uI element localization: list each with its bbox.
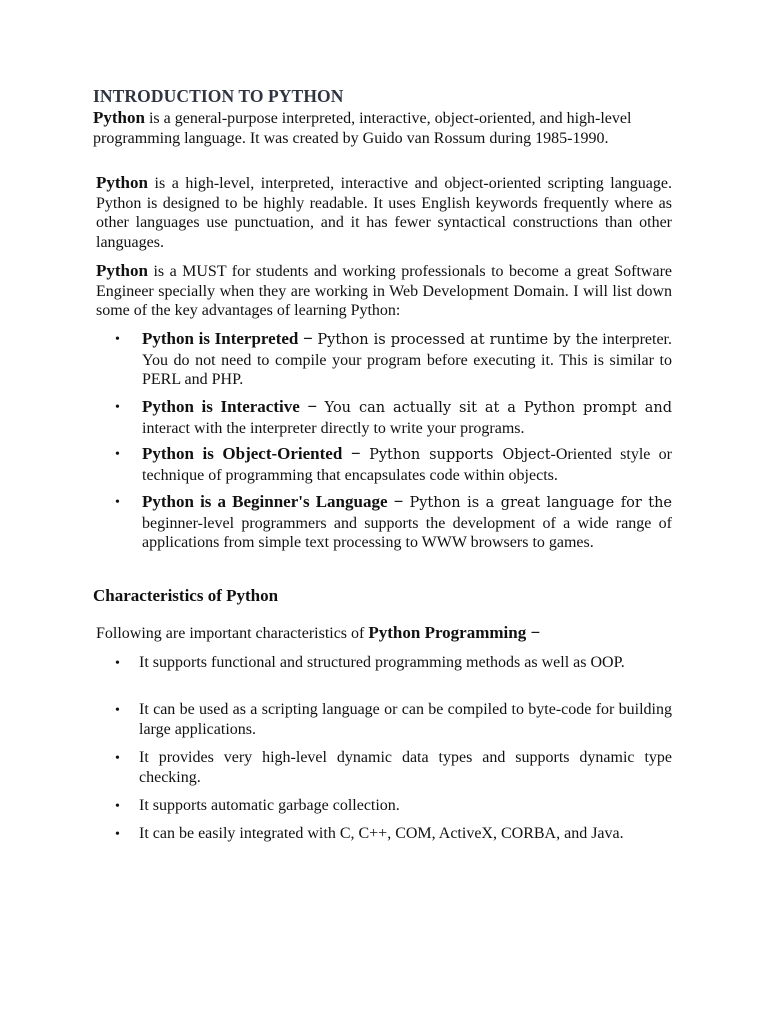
intro-paragraph xyxy=(93,108,678,148)
advantage-text xyxy=(142,444,672,485)
advantage-body: -Oriented style or technique of programming that encapsulates code within objects. xyxy=(142,446,672,484)
characteristic-text: It provides very high-level dynamic data types and supports dynamic type checking. xyxy=(139,749,672,786)
advantage-emphasis: Python is a great language for the xyxy=(409,495,672,511)
intro-lead-word: Python xyxy=(93,108,145,127)
bullet-icon: • xyxy=(115,703,120,718)
description-paragraph xyxy=(96,173,672,252)
advantages-intro-text: is a MUST for students and working professionals to become a great Software Engineer specially when they are working in Web Development Domain. I will list down some of the key advantages of learning Python: xyxy=(96,263,672,319)
characteristics-intro-bold: Python Programming − xyxy=(368,623,541,642)
advantage-text xyxy=(142,397,672,438)
bullet-icon: • xyxy=(115,332,120,347)
description-lead-word: Python xyxy=(96,173,148,192)
characteristics-intro-text: Following are important characteristics of xyxy=(96,625,369,642)
advantage-body: e interpreter. You do not need to compile your program before executing it. This is similar to PERL and PHP. xyxy=(142,331,672,388)
intro-text: is a general-purpose interpreted, interactive, object-oriented, and high-level programming language. It was created by Guido van Rossum during 1985-1990. xyxy=(93,110,632,147)
bullet-icon: • xyxy=(115,656,120,671)
advantage-emphasis: Python is processed at runtime by th xyxy=(317,332,591,348)
advantage-emphasis: You can actually sit at a Python prompt and xyxy=(324,400,673,416)
bullet-icon: • xyxy=(115,495,120,510)
characteristic-text: It can be used as a scripting language or can be compiled to byte-code for building large applications. xyxy=(139,701,672,738)
description-text: is a high-level, interpreted, interactive and object-oriented scripting language. Python is designed to be highly readable. It uses English keywords frequently where as other languages use punctuation, and it has fewer syntactical constructions than other languages. xyxy=(96,175,672,251)
bullet-icon: • xyxy=(115,799,120,814)
advantage-body: interact with the interpreter directly to write your programs. xyxy=(142,419,525,437)
advantage-heading: Python is Interactive − xyxy=(142,397,325,416)
advantage-text xyxy=(142,492,672,553)
characteristic-text: It can be easily integrated with C, C++, COM, ActiveX, CORBA, and Java. xyxy=(139,825,624,842)
advantage-heading: Python is a Beginner's Language − xyxy=(142,492,410,511)
advantage-body: beginner-level programmers and supports the development of a wide range of applications from simple text processing to WWW browsers to games. xyxy=(142,514,672,551)
characteristic-text: It supports automatic garbage collection. xyxy=(139,797,400,814)
characteristic-text: It supports functional and structured programming methods as well as OOP. xyxy=(139,654,625,671)
advantage-heading: Python is Object-Oriented − xyxy=(142,444,370,463)
advantages-lead-word: Python xyxy=(96,261,148,280)
advantage-heading: Python is Interpreted − xyxy=(142,329,318,348)
advantages-intro-paragraph xyxy=(96,261,672,321)
bullet-icon: • xyxy=(115,827,120,842)
bullet-icon: • xyxy=(115,751,120,766)
advantage-text xyxy=(142,329,672,390)
bullet-icon: • xyxy=(115,400,120,415)
bullet-icon: • xyxy=(115,447,120,462)
advantage-emphasis: Python supports Object xyxy=(369,447,551,463)
characteristics-heading: Characteristics of Python xyxy=(93,586,279,605)
characteristics-intro xyxy=(96,623,672,644)
document-title: INTRODUCTION TO PYTHON xyxy=(93,86,344,106)
